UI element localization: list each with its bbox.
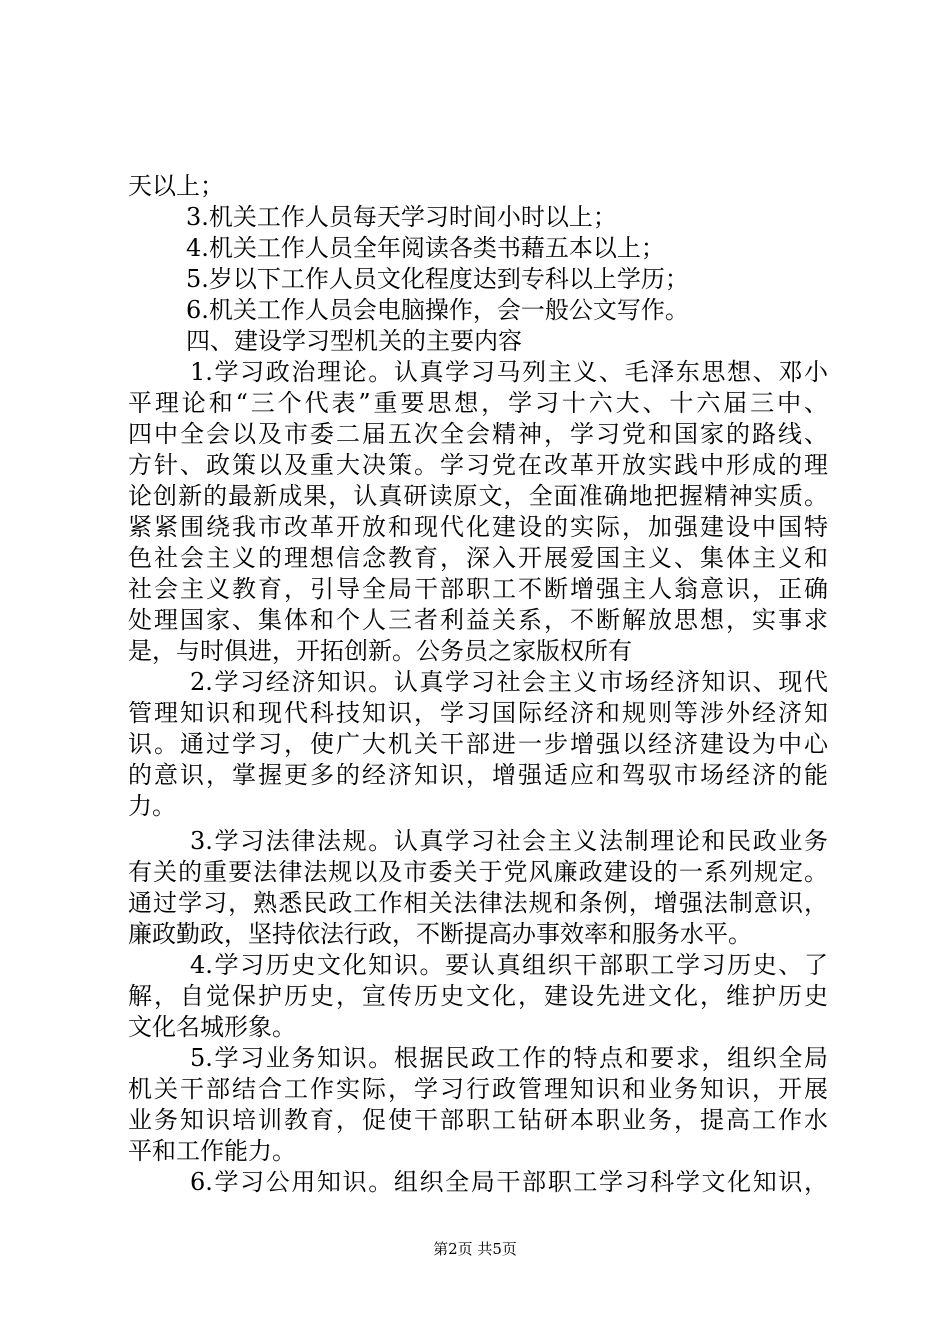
- paragraph-line: 文化名城形象。: [128, 1013, 296, 1041]
- paragraph-line: 管理知识和现代科技知识，学习国际经济和规则等涉外经济知: [128, 699, 828, 727]
- paragraph-line: 4.学习历史文化知识。要认真组织干部职工学习历史、了: [190, 951, 828, 979]
- document-body: [128, 171, 828, 1198]
- paragraph-line: 5.学习业务知识。根据民政工作的特点和要求，组织全局: [190, 1044, 828, 1072]
- list-item: 6.机关工作人员会电脑操作，会一般公文写作。: [186, 296, 689, 324]
- paragraph-line: 处理国家、集体和个人三者利益关系，不断解放思想，实事求: [128, 606, 828, 634]
- paragraph-line: 方针、政策以及重大决策。学习党在改革开放实践中形成的理: [128, 451, 828, 479]
- paragraph-line: 解，自觉保护历史，宣传历史文化，建设先进文化，维护历史: [128, 982, 828, 1010]
- text-line: 天以上；: [128, 172, 224, 200]
- section-heading: 四、建设学习型机关的主要内容: [186, 327, 522, 355]
- paragraph-line: 业务知识培训教育，促使干部职工钻研本职业务，提高工作水: [128, 1106, 828, 1134]
- page-number-footer: 第2页 共5页: [433, 1240, 517, 1258]
- list-item: 5.岁以下工作人员文化程度达到专科以上学历；: [186, 265, 689, 293]
- paragraph-line: 通过学习，熟悉民政工作相关法律法规和条例，增强法制意识，: [128, 889, 828, 917]
- paragraph-line: 的意识，掌握更多的经济知识，增强适应和驾驭市场经济的能: [128, 761, 828, 789]
- paragraph-line: 论创新的最新成果，认真研读原文，全面准确地把握精神实质。: [128, 482, 828, 510]
- paragraph-line: 1.学习政治理论。认真学习马列主义、毛泽东思想、邓小: [190, 358, 828, 386]
- paragraph-line: 平和工作能力。: [128, 1137, 296, 1165]
- paragraph-line: 是，与时俱进，开拓创新。公务员之家版权所有: [128, 637, 632, 665]
- paragraph-line: 平理论和“三个代表”重要思想，学习十六大、十六届三中、: [128, 389, 828, 417]
- paragraph-line: 6.学习公用知识。组织全局干部职工学习科学文化知识，: [190, 1168, 828, 1196]
- paragraph-line: 识。通过学习，使广大机关干部进一步增强以经济建设为中心: [128, 730, 828, 758]
- paragraph-line: 廉政勤政，坚持依法行政，不断提高办事效率和服务水平。: [128, 920, 752, 948]
- paragraph-line: 2.学习经济知识。认真学习社会主义市场经济知识、现代: [190, 668, 828, 696]
- paragraph-line: 力。: [128, 792, 176, 820]
- paragraph-line: 机关干部结合工作实际，学习行政管理知识和业务知识，开展: [128, 1075, 828, 1103]
- paragraph-line: 四中全会以及市委二届五次全会精神，学习党和国家的路线、: [128, 420, 828, 448]
- paragraph-line: 色社会主义的理想信念教育，深入开展爱国主义、集体主义和: [128, 544, 828, 572]
- paragraph-line: 社会主义教育，引导全局干部职工不断增强主人翁意识，正确: [128, 575, 828, 603]
- list-item: 3.机关工作人员每天学习时间小时以上；: [186, 203, 617, 231]
- paragraph-line: 紧紧围绕我市改革开放和现代化建设的实际，加强建设中国特: [128, 513, 828, 541]
- list-item: 4.机关工作人员全年阅读各类书藉五本以上；: [186, 234, 665, 262]
- paragraph-line: 3.学习法律法规。认真学习社会主义法制理论和民政业务: [190, 827, 828, 855]
- paragraph-line: 有关的重要法律法规以及市委关于党风廉政建设的一系列规定。: [128, 858, 828, 886]
